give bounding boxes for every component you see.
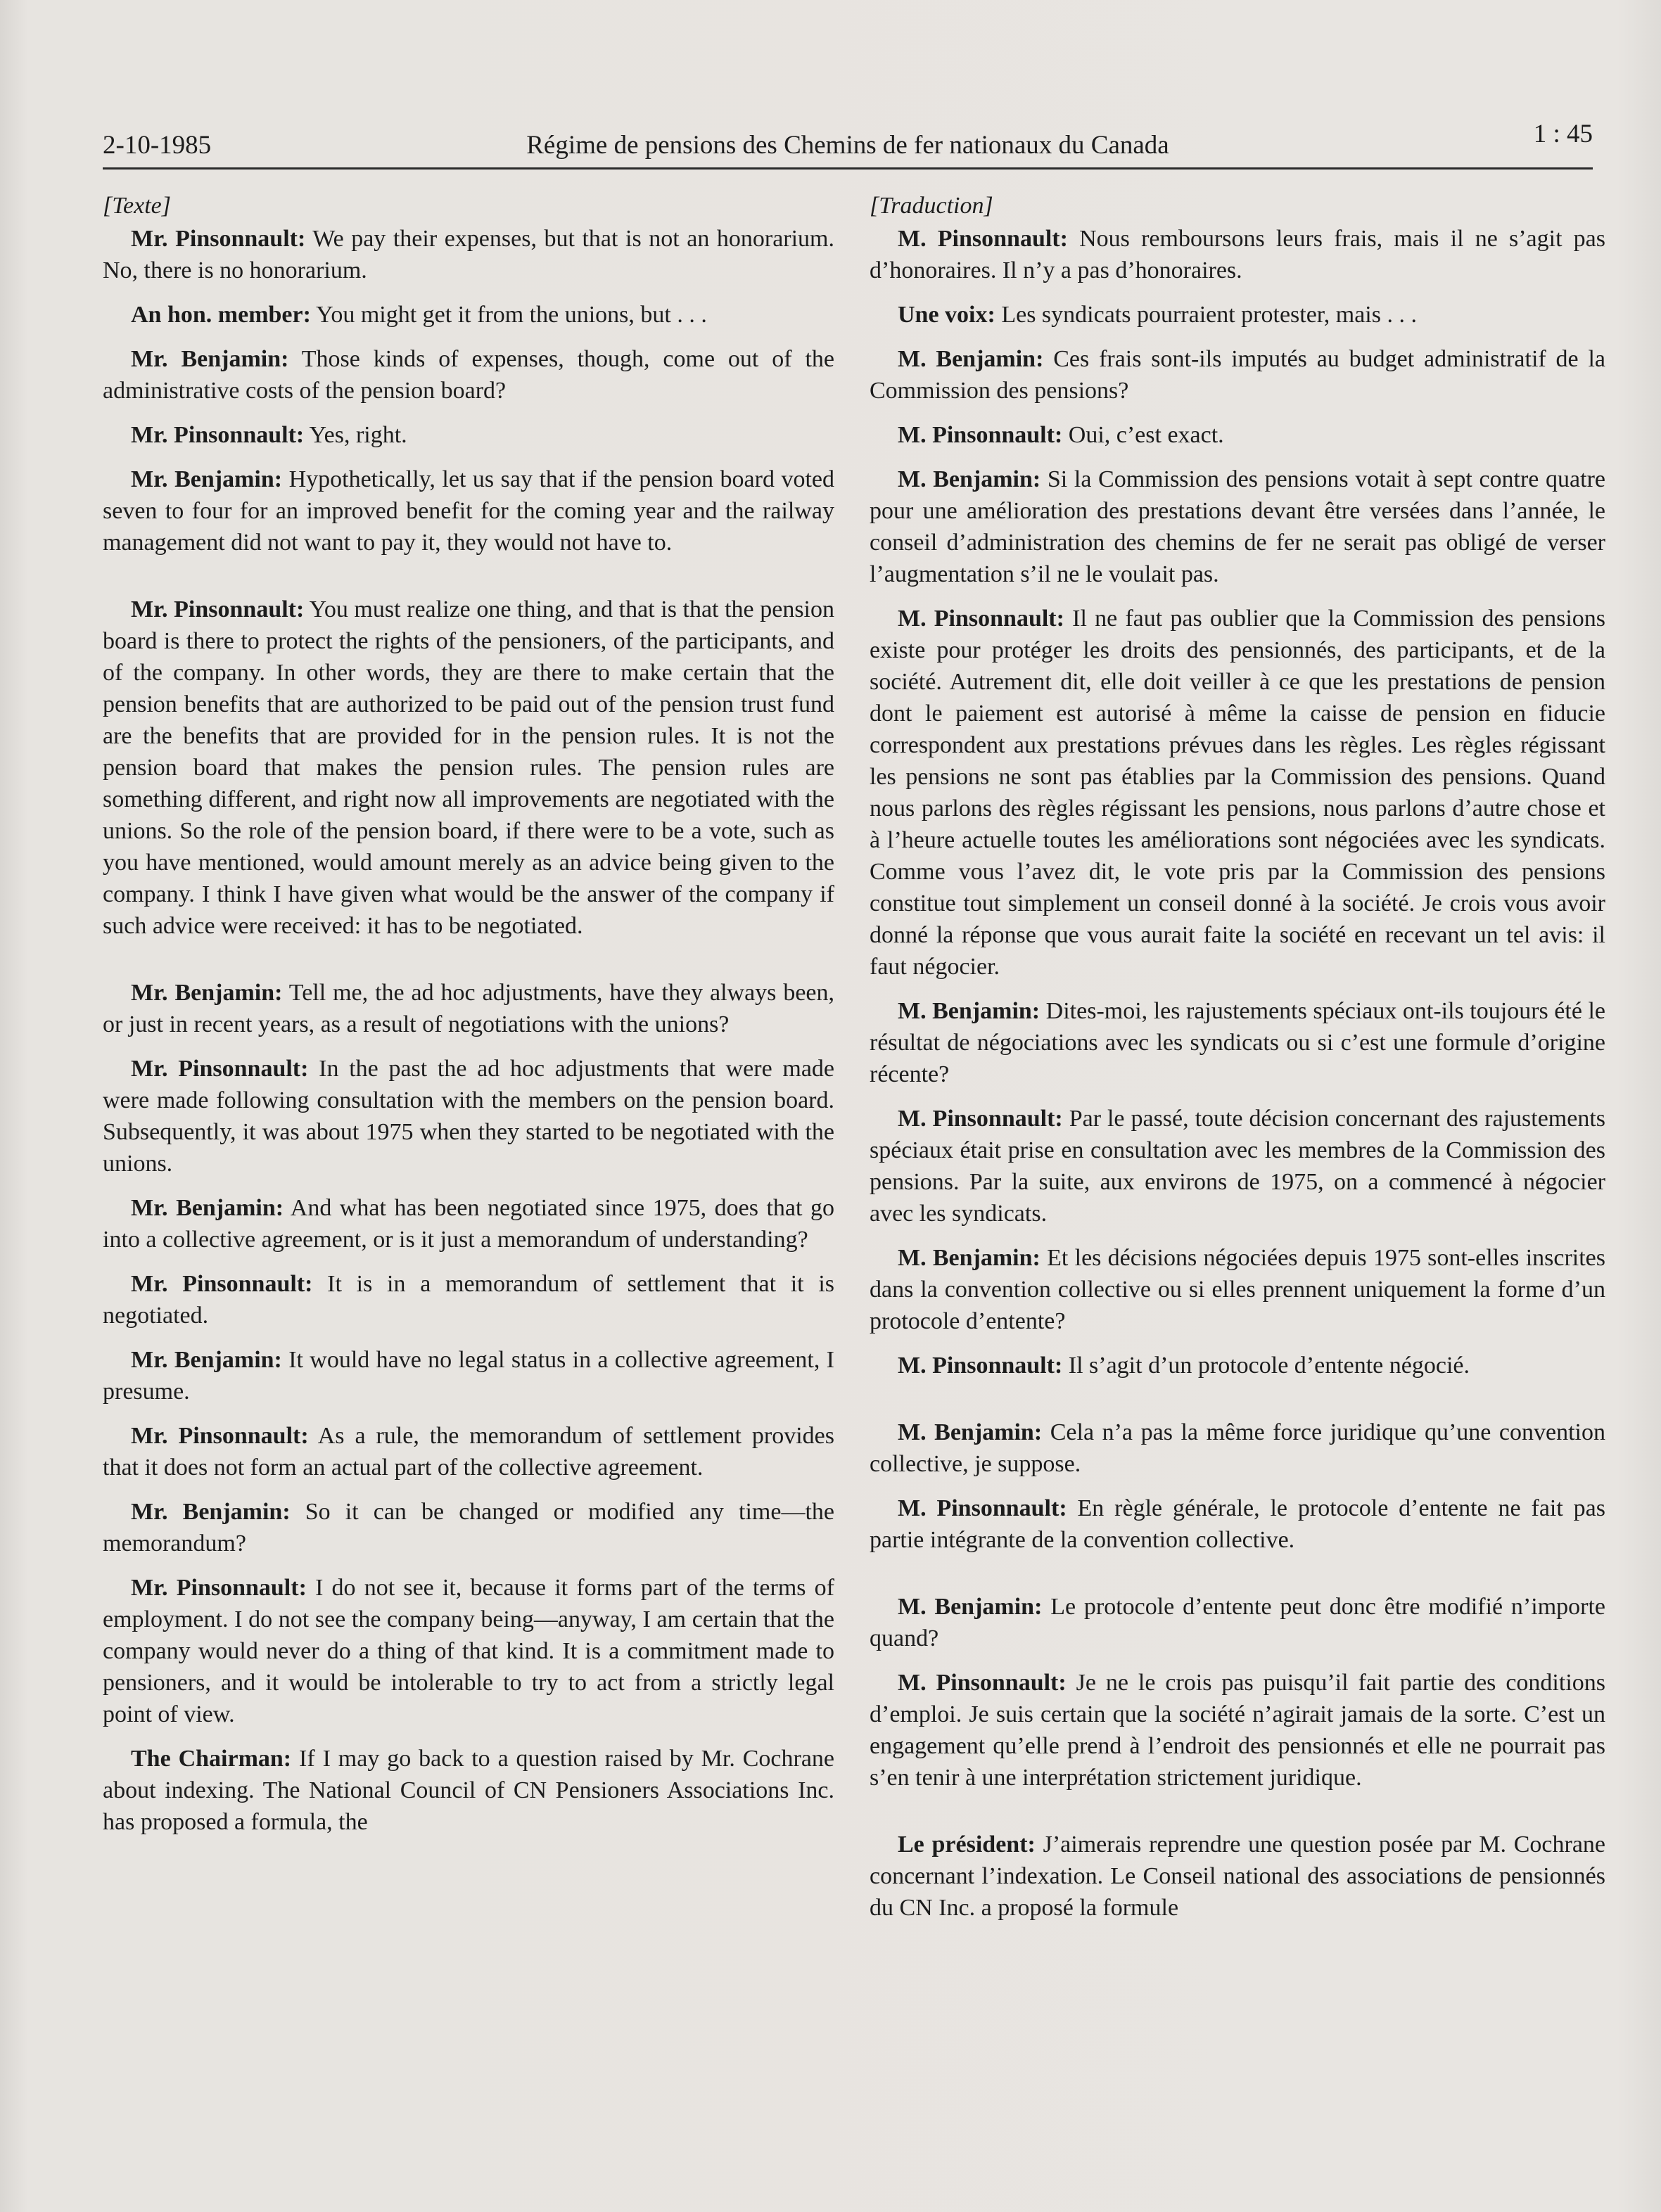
- transcript-paragraph: [870, 1417, 1605, 1480]
- header-page-number: 1 : 45: [1533, 120, 1593, 148]
- speaker-name: Une voix:: [898, 302, 995, 328]
- speech-text: So it can be changed or modified any time—the memorandum?: [103, 1499, 834, 1556]
- speaker-name: Mr. Pinsonnault:: [131, 226, 306, 252]
- speech-text: It would have no legal status in a collective agreement, I presume.: [103, 1347, 834, 1405]
- transcript-paragraph: [870, 995, 1605, 1090]
- speech-text: Ces frais sont-ils imputés au budget administratif de la Commission des pensions?: [870, 346, 1605, 404]
- transcript-paragraph: [103, 1344, 834, 1407]
- speech-text: Cela n’a pas la même force juridique qu’une convention collective, je suppose.: [870, 1419, 1606, 1477]
- speaker-name: Mr. Pinsonnault:: [131, 1056, 309, 1082]
- speaker-name: M. Benjamin:: [898, 1594, 1043, 1620]
- speaker-name: Mr. Pinsonnault:: [131, 422, 305, 448]
- speech-text: Tell me, the ad hoc adjustments, have they always been, or just in recent years, as a result of negotiations with the unions?: [103, 980, 835, 1037]
- french-column: [870, 190, 1605, 1936]
- transcript-paragraph: [103, 594, 834, 942]
- speaker-name: Mr. Benjamin:: [131, 346, 289, 372]
- transcript-paragraph: [870, 464, 1605, 590]
- page-header: [103, 118, 1593, 170]
- speaker-name: Le président:: [898, 1831, 1036, 1858]
- transcript-paragraph: [103, 1053, 834, 1179]
- speaker-name: Mr. Benjamin:: [131, 466, 283, 492]
- speech-text: Je ne le crois pas puisqu’il fait partie des conditions d’emploi. Je suis certain que la société n’agirait jamais de la sorte. C’est un engagement qu’elle prend à l’endroit des pensionnés et elle ne pourrait pas s’en tenir à une interprétation strictement juridique.: [870, 1670, 1605, 1791]
- speech-text: It is in a memorandum of settlement that it is negotiated.: [103, 1271, 835, 1329]
- speech-text: If I may go back to a question raised by Mr. Cochrane about indexing. The National Council of CN Pensioners Associations Inc. has proposed a formula, the: [103, 1746, 834, 1835]
- speech-text: As a rule, the memorandum of settlement provides that it does not form an actual part of the collective agreement.: [103, 1423, 835, 1481]
- transcript-paragraph: [103, 299, 834, 331]
- transcript-paragraph: [103, 1743, 834, 1838]
- speaker-name: M. Pinsonnault:: [898, 226, 1068, 252]
- speech-text: Et les décisions négociées depuis 1975 sont-elles inscrites dans la convention collective ou si elles prennent uniquement la forme d’un protocole d’entente?: [870, 1245, 1605, 1334]
- speaker-name: M. Pinsonnault:: [898, 1353, 1063, 1379]
- speech-text: Dites-moi, les rajustements spéciaux ont-ils toujours été le résultat de négociations avec les syndicats ou si c’est une formule d’origine récente?: [870, 998, 1605, 1087]
- speech-text: En règle générale, le protocole d’entente ne fait pas partie intégrante de la convention collective.: [870, 1495, 1605, 1553]
- speech-text: Par le passé, toute décision concernant des rajustements spéciaux était prise en consultation avec les membres de la Commission des pensions. Par la suite, aux environs de 1975, on a commencé à négocier avec les syndicats.: [870, 1106, 1606, 1227]
- speech-text: Yes, right.: [304, 422, 407, 448]
- transcript-paragraph: [103, 223, 834, 286]
- transcript-paragraph: [103, 1496, 834, 1559]
- transcript-paragraph: [870, 603, 1605, 983]
- speech-text: Oui, c’est exact.: [1062, 422, 1224, 448]
- transcript-paragraph: [103, 1420, 834, 1483]
- transcript-paragraph: [103, 1572, 834, 1730]
- speech-text: In the past the ad hoc adjustments that were made were made following consultation with the members on the pension board. Subsequently, it was about 1975 when they started to be negotiated with the unions.: [103, 1056, 835, 1177]
- speaker-name: M. Benjamin:: [898, 998, 1040, 1024]
- speech-text: I do not see it, because it forms part of the terms of employment. I do not see the company being—anyway, I am certain that the company would never do a thing of that kind. It is a commitment made to pensioners, and it would be intolerable to try to act from a strictly legal point of view.: [103, 1575, 835, 1727]
- speaker-name: Mr. Pinsonnault:: [131, 1271, 313, 1297]
- transcript-paragraph: [103, 977, 834, 1040]
- speaker-name: Mr. Pinsonnault:: [131, 1575, 307, 1601]
- speaker-name: An hon. member:: [131, 302, 311, 328]
- speaker-name: M. Benjamin:: [898, 1419, 1043, 1445]
- speaker-name: M. Pinsonnault:: [898, 422, 1063, 448]
- transcript-paragraph: [870, 343, 1605, 407]
- speech-text: Those kinds of expenses, though, come out of the administrative costs of the pension board?: [103, 346, 835, 404]
- speech-text: Hypothetically, let us say that if the pension board voted seven to four for an improved benefit for the coming year and the railway management did not want to pay it, they would not have to.: [103, 466, 835, 556]
- transcript-paragraph: [870, 419, 1605, 451]
- speaker-name: M. Pinsonnault:: [898, 1495, 1067, 1521]
- speaker-name: The Chairman:: [131, 1746, 292, 1772]
- transcript-paragraph: [870, 1242, 1605, 1337]
- speech-text: Si la Commission des pensions votait à sept contre quatre pour une amélioration des prestations devant être versées dans l’année, le conseil d’administration des chemins de fer ne serait pas obligé de verser l’augmentation s’il ne le voulait pas.: [870, 466, 1605, 587]
- transcript-paragraph: [870, 1829, 1605, 1924]
- header-date: 2-10-1985: [103, 131, 212, 160]
- speaker-name: Mr. Benjamin:: [131, 1499, 291, 1525]
- speaker-name: Mr. Benjamin:: [131, 1347, 282, 1373]
- speech-text: J’aimerais reprendre une question posée par M. Cochrane concernant l’indexation. Le Conseil national des associations de pensionnés du CN Inc. a proposé la formule: [870, 1831, 1606, 1921]
- transcript-paragraph: [870, 1591, 1605, 1654]
- transcript-paragraph: [103, 1192, 834, 1255]
- speaker-name: M. Benjamin:: [898, 346, 1044, 372]
- transcript-paragraph: [870, 1350, 1605, 1381]
- speaker-name: M. Benjamin:: [898, 1245, 1040, 1271]
- transcript-paragraph: [103, 419, 834, 451]
- header-title: Régime de pensions des Chemins de fer nationaux du Canada: [526, 131, 1169, 160]
- speech-text: Nous remboursons leurs frais, mais il ne s’agit pas d’honoraires. Il n’y a pas d’honoraires.: [870, 226, 1606, 283]
- transcript-paragraph: [103, 343, 834, 407]
- speech-text: Il s’agit d’un protocole d’entente négocié.: [1062, 1353, 1470, 1379]
- speech-text: You might get it from the unions, but . . .: [310, 302, 707, 328]
- speaker-name: Mr. Benjamin:: [131, 1195, 284, 1221]
- speaker-name: Mr. Benjamin:: [131, 980, 283, 1006]
- speech-text: Les syndicats pourraient protester, mais . . .: [995, 302, 1417, 328]
- transcript-paragraph: [103, 464, 834, 558]
- section-tag-traduction: [Traduction]: [870, 193, 993, 219]
- speaker-name: M. Benjamin:: [898, 466, 1041, 492]
- transcript-paragraph: [870, 1492, 1605, 1556]
- speech-text: Le protocole d’entente peut donc être modifié n’importe quand?: [870, 1594, 1605, 1651]
- section-tag-texte: [Texte]: [103, 193, 171, 219]
- transcript-paragraph: [870, 223, 1605, 286]
- speaker-name: M. Pinsonnault:: [898, 606, 1064, 632]
- transcript-paragraph: [870, 1667, 1605, 1794]
- transcript-paragraph: [870, 1103, 1605, 1229]
- speech-text: We pay their expenses, but that is not an honorarium. No, there is no honorarium.: [103, 226, 834, 283]
- speech-text: You must realize one thing, and that is that the pension board is there to protect the rights of the pensioners, of the participants, and of the company. In other words, they are there to make certain that the pension benefits that are authorized to be paid out of the pension trust fund are the benefits that are provided for in the pension rules. It is not the pension board that makes the pension rules. The pension rules are something different, and right now all improvements are negotiated with the unions. So the role of the pension board, if there were to be a vote, such as you have mentioned, would amount merely as an advice being given to the company. I think I have given what would be the answer of the company if such advice were received: it has to be negotiated.: [103, 596, 835, 939]
- speech-text: Il ne faut pas oublier que la Commission des pensions existe pour protéger les droits des pensionnés, des participants, et de la société. Autrement dit, elle doit veiller à ce que les prestations de pension dont le paiement est autorisé à même la caisse de pension en fiducie correspondent aux prestations prévues dans les règles. Les règles régissant les pensions ne sont pas établies par la Commission des pensions. Quand nous parlons des règles régissant les pensions, nous parlons d’autre chose et à l’heure actuelle toutes les améliorations sont négociées avec les syndicats. Comme vous l’avez dit, le vote pris par la Commission des pensions constitue tout simplement un conseil donné à la société. Je crois vous avoir donné la réponse que vous aurait faite la société en recevant un tel avis: il faut négocier.: [870, 606, 1605, 980]
- speech-text: And what has been negotiated since 1975, does that go into a collective agreement, or is it just a memorandum of understanding?: [103, 1195, 834, 1253]
- speaker-name: M. Pinsonnault:: [898, 1670, 1067, 1696]
- transcript-paragraph: [870, 299, 1605, 331]
- english-column: [103, 190, 834, 1850]
- speaker-name: Mr. Pinsonnault:: [131, 596, 305, 622]
- speaker-name: M. Pinsonnault:: [898, 1106, 1063, 1132]
- speaker-name: Mr. Pinsonnault:: [131, 1423, 309, 1449]
- transcript-paragraph: [103, 1268, 834, 1331]
